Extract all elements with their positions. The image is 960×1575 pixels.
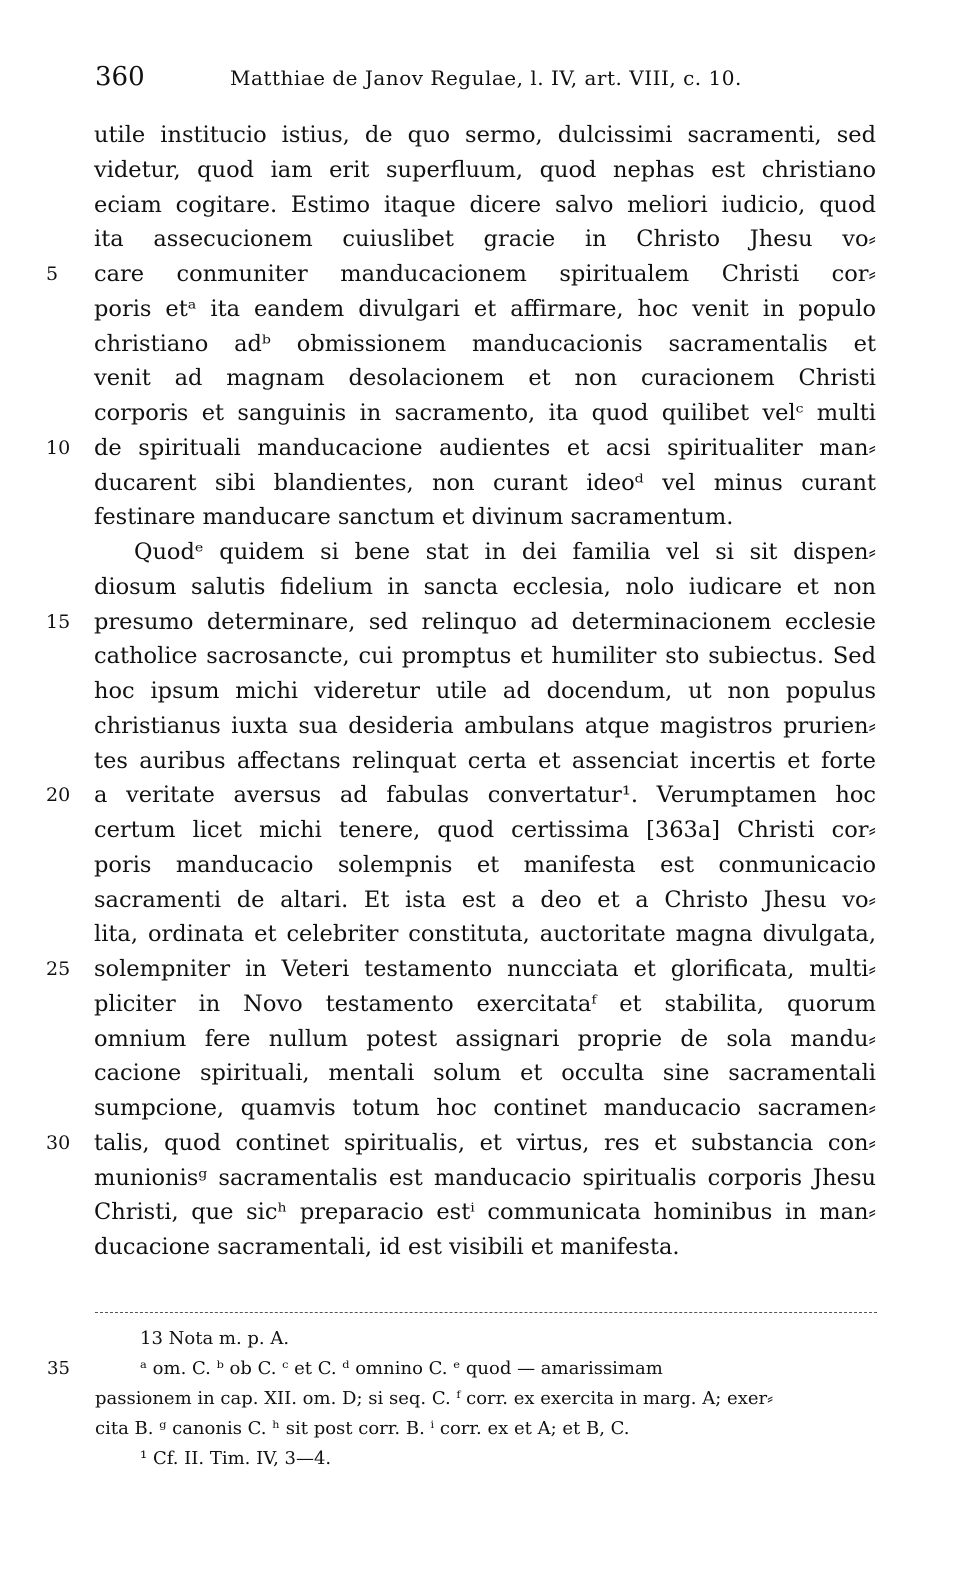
text-line (94, 1022, 876, 1057)
line-text: 13 Nota m. p. A. (140, 1328, 290, 1349)
text-line (94, 1091, 876, 1126)
line-text: Christi, que sicʰ preparacio estⁱ communicata hominibus in man⸗ (94, 1199, 876, 1226)
line-text: christianus iuxta sua desideria ambulans atque magistros prurien⸗ (94, 712, 876, 739)
line-text: poris etᵃ ita eandem divulgari et affirmare, hoc venit in populo (94, 295, 876, 322)
text-line (94, 466, 876, 501)
footnote-line (95, 1324, 877, 1354)
text-line (94, 222, 876, 257)
text-line (94, 709, 876, 744)
line-text: munionisᵍ sacramentalis est manducacio spiritualis corporis Jhesu (94, 1164, 876, 1191)
text-line (94, 1195, 876, 1230)
text-line (46, 952, 876, 987)
line-text: Quodᵉ quidem si bene stat in dei familia vel si sit dispen⸗ (134, 539, 876, 565)
text-line (94, 292, 876, 327)
line-text: de spirituali manducacione audientes et acsi spiritualiter man⸗ (94, 434, 876, 461)
text-line (94, 396, 876, 431)
page-header (95, 62, 885, 98)
text-line (94, 535, 876, 570)
text-line (94, 987, 876, 1022)
line-text: passionem in cap. XII. om. D; si seq. C. ᶠ corr. ex exercita in marg. A; exer⸗ (95, 1388, 774, 1409)
line-text: a veritate aversus ad fabulas convertatur¹. Verumptamen hoc (94, 782, 876, 809)
line-number: 35 (47, 1358, 70, 1379)
line-text: solempniter in Veteri testamento nuncciata et glorificata, multi⸗ (94, 956, 876, 982)
text-line (94, 1056, 876, 1091)
text-line (94, 361, 876, 396)
line-text: lita, ordinata et celebriter constituta, auctoritate magna divulgata, (94, 921, 876, 948)
line-text: care conmuniter manducacionem spiritualem Christi cor⸗ (94, 261, 876, 287)
text-line (46, 431, 876, 466)
page-number: 360 (95, 62, 145, 92)
text-line (94, 813, 876, 848)
text-line (94, 188, 876, 223)
line-text: christiano adᵇ obmissionem manducacionis sacramentalis et (94, 330, 876, 357)
footnote-line (47, 1354, 877, 1384)
line-text: venit ad magnam desolacionem et non curacionem Christi (94, 365, 876, 392)
line-text: tes auribus affectans relinquat certa et assenciat incertis et forte (94, 747, 876, 774)
main-text (46, 118, 876, 1265)
footnote-line (95, 1444, 877, 1474)
text-line (94, 674, 876, 709)
text-line (94, 848, 876, 883)
text-line (94, 639, 876, 674)
line-number: 15 (46, 610, 71, 633)
text-line (94, 153, 876, 188)
line-text: videtur, quod iam erit superfluum, quod nephas est christiano (94, 156, 876, 183)
text-line (94, 1230, 876, 1265)
line-text: sacramenti de altari. Et ista est a deo et a Christo Jhesu vo⸗ (94, 886, 876, 913)
line-text: utile institucio istius, de quo sermo, dulcissimi sacramenti, sed (94, 122, 876, 148)
text-line (94, 327, 876, 362)
text-line (94, 917, 876, 952)
line-text: pliciter in Novo testamento exercitataᶠ et stabilita, quorum (94, 990, 876, 1017)
line-text: eciam cogitare. Estimo itaque dicere salvo meliori iudicio, quod (94, 191, 876, 218)
line-text: ita assecucionem cuiuslibet gracie in Christo Jhesu vo⸗ (94, 226, 876, 253)
line-number: 30 (46, 1131, 71, 1154)
footnote-line (95, 1414, 877, 1444)
line-text: ¹ Cf. II. Tim. IV, 3—4. (140, 1448, 332, 1469)
line-number: 20 (46, 784, 71, 807)
footnotes (47, 1324, 877, 1474)
text-line (46, 778, 876, 813)
line-text: omnium fere nullum potest assignari proprie de sola mandu⸗ (94, 1025, 876, 1052)
line-text: cita B. ᵍ canonis C. ʰ sit post corr. B. ⁱ corr. ex et A; et B, C. (95, 1418, 630, 1439)
line-text: certum licet michi tenere, quod certissima [363a] Christi cor⸗ (94, 817, 876, 843)
line-text: sumpcione, quamvis totum hoc continet manducacio sacramen⸗ (94, 1095, 876, 1121)
line-text: talis, quod continet spiritualis, et virtus, res et substancia con⸗ (94, 1129, 876, 1156)
text-line (94, 570, 876, 605)
line-text: hoc ipsum michi videretur utile ad docendum, ut non populus (94, 678, 876, 704)
text-line (46, 257, 876, 292)
footnote-line (95, 1384, 877, 1414)
line-text: ᵃ om. C. ᵇ ob C. ᶜ et C. ᵈ omnino C. ᵉ quod — amarissimam (140, 1358, 663, 1379)
line-text: poris manducacio solempnis et manifesta est conmunicacio (94, 851, 876, 878)
text-line (94, 1161, 876, 1196)
line-text: catholice sacrosancte, cui promptus et humiliter sto subiectus. Sed (94, 643, 876, 670)
line-text: ducarent sibi blandientes, non curant ideoᵈ vel minus curant (94, 469, 876, 496)
line-text: corporis et sanguinis in sacramento, ita quod quilibet velᶜ multi (94, 400, 876, 426)
text-line (46, 1126, 876, 1161)
running-title: Matthiae de Janov Regulae, l. IV, art. VIII, c. 10. (230, 66, 742, 90)
footnote-separator (95, 1312, 877, 1313)
text-line (94, 744, 876, 779)
line-number: 5 (46, 263, 59, 285)
line-text: cacione spirituali, mentali solum et occulta sine sacramentali (94, 1060, 876, 1087)
line-text: presumo determinare, sed relinquo ad determinacionem ecclesie (94, 608, 876, 635)
line-text: ducacione sacramentali, id est visibili et manifesta. (94, 1234, 680, 1260)
line-text: festinare manducare sanctum et divinum sacramentum. (94, 504, 734, 531)
text-line (94, 500, 876, 535)
line-number: 10 (46, 436, 71, 459)
line-text: diosum salutis fidelium in sancta ecclesia, nolo iudicare et non (94, 573, 876, 600)
line-number: 25 (46, 958, 71, 980)
text-line (94, 118, 876, 153)
text-line (94, 883, 876, 918)
text-line (46, 605, 876, 640)
